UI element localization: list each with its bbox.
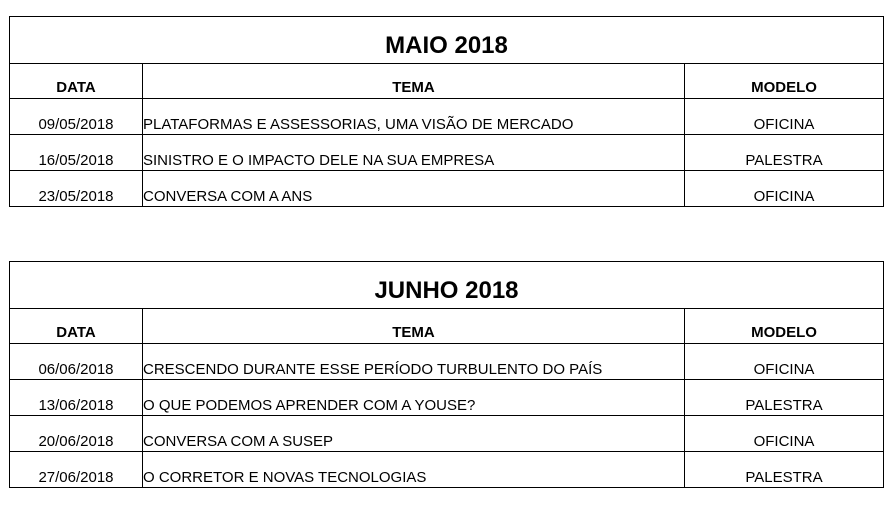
cell-date: 20/06/2018 <box>10 416 143 452</box>
cell-date: 06/06/2018 <box>10 344 143 380</box>
column-header-data: DATA <box>10 64 143 99</box>
table-row <box>10 452 884 488</box>
column-header-modelo: MODELO <box>685 64 884 99</box>
table-title: MAIO 2018 <box>10 17 884 64</box>
cell-theme: CONVERSA COM A SUSEP <box>143 416 685 452</box>
cell-date: 23/05/2018 <box>10 171 143 207</box>
cell-format: OFICINA <box>685 416 884 452</box>
schedule-table-maio <box>9 16 884 207</box>
cell-theme: SINISTRO E O IMPACTO DELE NA SUA EMPRESA <box>143 135 685 171</box>
table-row <box>10 135 884 171</box>
column-header-tema: TEMA <box>143 309 685 344</box>
cell-date: 09/05/2018 <box>10 99 143 135</box>
table-row <box>10 171 884 207</box>
table-row <box>10 380 884 416</box>
cell-date: 27/06/2018 <box>10 452 143 488</box>
table-title: JUNHO 2018 <box>10 262 884 309</box>
schedule-table-junho <box>9 261 884 488</box>
table-row <box>10 99 884 135</box>
cell-theme: PLATAFORMAS E ASSESSORIAS, UMA VISÃO DE MERCADO <box>143 99 685 135</box>
cell-theme: CRESCENDO DURANTE ESSE PERÍODO TURBULENTO DO PAÍS <box>143 344 685 380</box>
table-row <box>10 416 884 452</box>
column-header-data: DATA <box>10 309 143 344</box>
cell-date: 16/05/2018 <box>10 135 143 171</box>
cell-format: OFICINA <box>685 99 884 135</box>
cell-format: OFICINA <box>685 344 884 380</box>
cell-format: PALESTRA <box>685 135 884 171</box>
cell-theme: O QUE PODEMOS APRENDER COM A YOUSE? <box>143 380 685 416</box>
cell-theme: O CORRETOR E NOVAS TECNOLOGIAS <box>143 452 685 488</box>
table-row <box>10 344 884 380</box>
cell-date: 13/06/2018 <box>10 380 143 416</box>
cell-format: PALESTRA <box>685 380 884 416</box>
column-header-tema: TEMA <box>143 64 685 99</box>
cell-format: PALESTRA <box>685 452 884 488</box>
cell-format: OFICINA <box>685 171 884 207</box>
cell-theme: CONVERSA COM A ANS <box>143 171 685 207</box>
column-header-modelo: MODELO <box>685 309 884 344</box>
